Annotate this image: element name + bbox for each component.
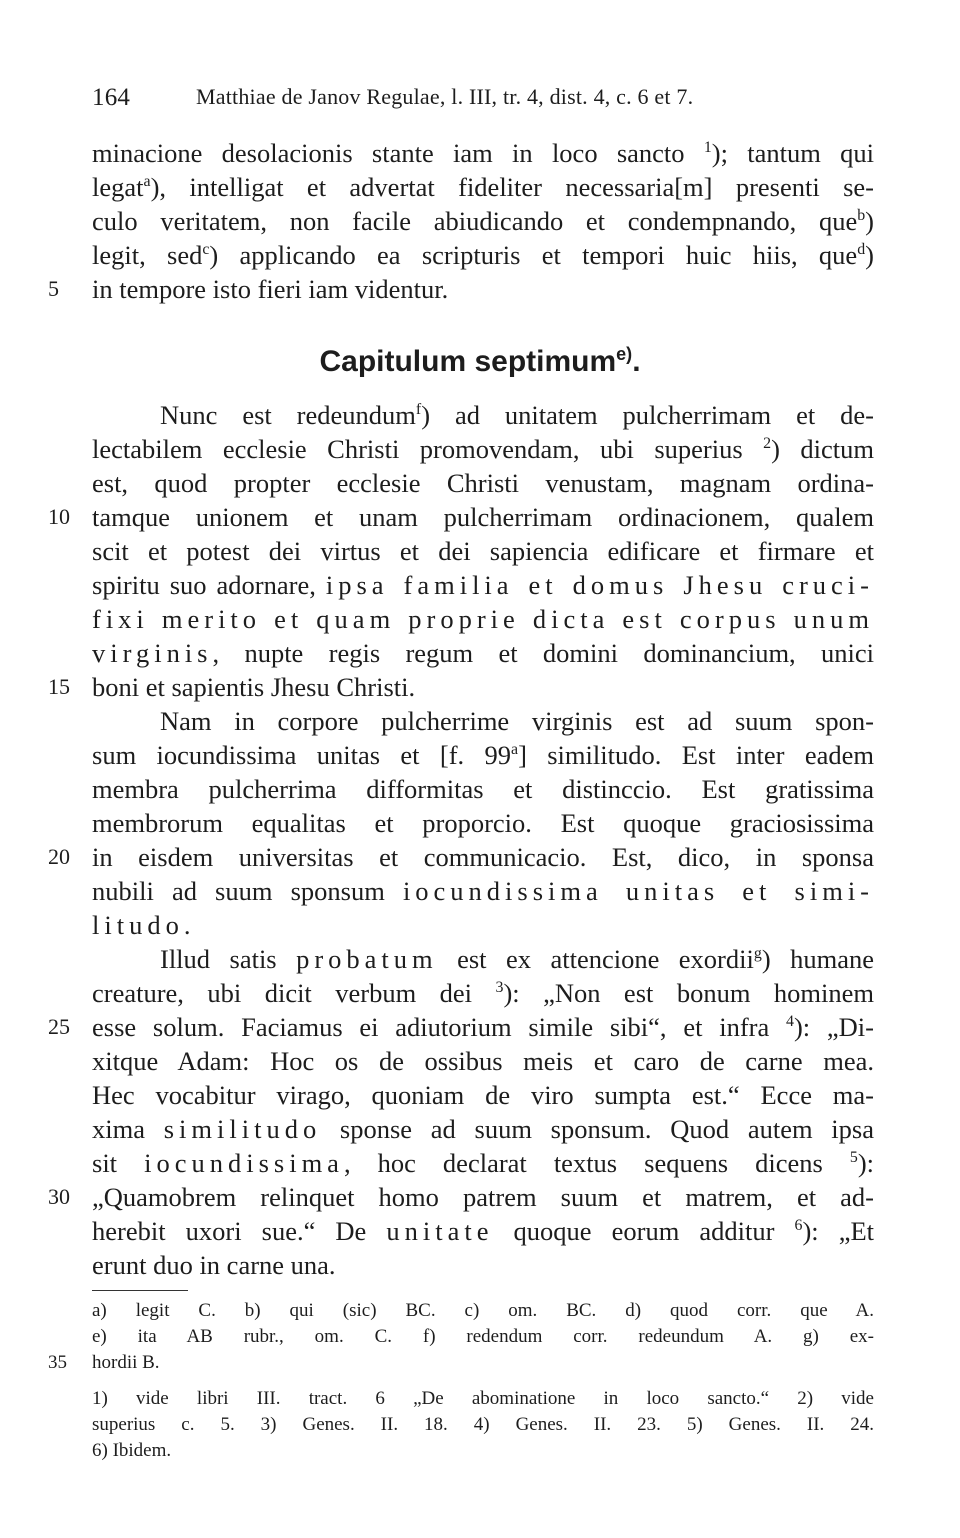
text-line: fixi merito et quam proprie dicta est corpus unum [92, 604, 874, 634]
text-line: Illud satis probatum est ex attencione exordii$^g$) humane [160, 944, 874, 974]
source-footnote: superius c. 5. 3) Genes. II. 18. 4) Genes. II. 23. 5) Genes. II. 24. [92, 1414, 874, 1435]
footnote-rule [92, 1290, 188, 1291]
line-number: 20 [48, 844, 70, 869]
text-line: spiritu suo adornare, ipsa familia et domus Jhesu cruci- [92, 570, 874, 600]
text-line: scit et potest dei virtus et dei sapiencia edificare et firmare et [92, 536, 874, 566]
source-footnote: 6) Ibidem. [92, 1440, 172, 1461]
text-line: est, quod propter ecclesie Christi venustam, magnam ordina- [92, 468, 874, 498]
running-head: Matthiae de Janov Regulae, l. III, tr. 4, dist. 4, c. 6 et 7. [196, 84, 694, 109]
text-line: xima similitudo sponse ad suum sponsum. Quod autem ipsa [92, 1114, 874, 1144]
text-line: membra pulcherrima difformitas et distinccio. Est gratissima [92, 774, 874, 804]
line-number: 30 [48, 1184, 70, 1209]
line-number: 5 [48, 276, 59, 301]
text-line: litudo. [92, 910, 191, 940]
line-number: 25 [48, 1014, 70, 1039]
text-line: minacione desolacionis stante iam in loco sancto $^1$); tantum qui [92, 138, 874, 168]
text-line: esse solum. Faciamus ei adiutorium simile sibi“, et infra $^4$): „Di- [92, 1012, 874, 1042]
apparatus-footnote: hordii B. [92, 1352, 160, 1373]
text-line: sum iocundissima unitas et [f. 99$^a$] similitudo. Est inter eadem [92, 740, 874, 770]
line-number: 15 [48, 674, 70, 699]
text-line: in eisdem universitas et communicacio. Est, dico, in sponsa [92, 842, 874, 872]
text-line: Hec vocabitur virago, quoniam de viro sumpta est.“ Ecce ma- [92, 1080, 874, 1110]
text-line: in tempore isto fieri iam videntur. [92, 274, 449, 304]
chapter-heading-text: Capitulum septimum [319, 345, 617, 378]
text-line: boni et sapientis Jhesu Christi. [92, 672, 416, 702]
line-number: 35 [48, 1352, 67, 1373]
text-line: xitque Adam: Hoc os de ossibus meis et caro de carne mea. [92, 1046, 874, 1076]
text-line: membrorum equalitas et proporcio. Est quoque graciosissima [92, 808, 874, 838]
page-header [92, 84, 882, 124]
text-line: virginis, nupte regis regum et domini dominancium, unici [92, 638, 874, 668]
text-line: culo veritatem, non facile abiudicando et condempnando, que$^b$) [92, 206, 874, 236]
source-footnote: 1) vide libri III. tract. 6 „De abominatione in loco sancto.“ 2) vide [92, 1388, 874, 1409]
text-line: lectabilem ecclesie Christi promovendam, ubi superius $^2$) dictum [92, 434, 874, 464]
text-line: „Quamobrem relinquet homo patrem suum et matrem, et ad- [92, 1182, 874, 1212]
text-line: tamque unionem et unam pulcherrimam ordinacionem, qualem [92, 502, 874, 532]
text-line: creature, ubi dicit verbum dei $^3$): „Non est bonum hominem [92, 978, 874, 1008]
text-line: Nunc est redeundum$^f$) ad unitatem pulcherrimam et de- [160, 400, 874, 430]
text-line: legit, sed$^c$) applicando ea scripturis et tempori huic hiis, que$^d$) [92, 240, 874, 270]
text-line: nubili ad suum sponsum iocundissima unitas et simi- [92, 876, 875, 906]
chapter-heading-note: e) [616, 344, 633, 364]
text-line: Nam in corpore pulcherrime virginis est ad suum spon- [160, 706, 874, 736]
page-number: 164 [92, 84, 131, 111]
text-line: herebit uxori sue.“ De unitate quoque eorum additur $^6$): „Et [92, 1216, 875, 1246]
text-line: sit iocundissima, hoc declarat textus sequens dicens $^5$): [92, 1148, 874, 1178]
chapter-heading: Capitulum septimum$^{e)}$. [319, 344, 641, 378]
text-line: erunt duo in carne una. [92, 1250, 336, 1280]
text-line: legat$^a$), intelligat et advertat fideliter necessaria[m] presenti se- [92, 172, 874, 202]
apparatus-footnote: e) ita AB rubr., om. C. f) redendum corr. redeundum A. g) ex- [92, 1326, 874, 1347]
apparatus-footnote: a) legit C. b) qui (sic) BC. c) om. BC. d) quod corr. que A. [92, 1300, 874, 1321]
line-number: 10 [48, 504, 70, 529]
